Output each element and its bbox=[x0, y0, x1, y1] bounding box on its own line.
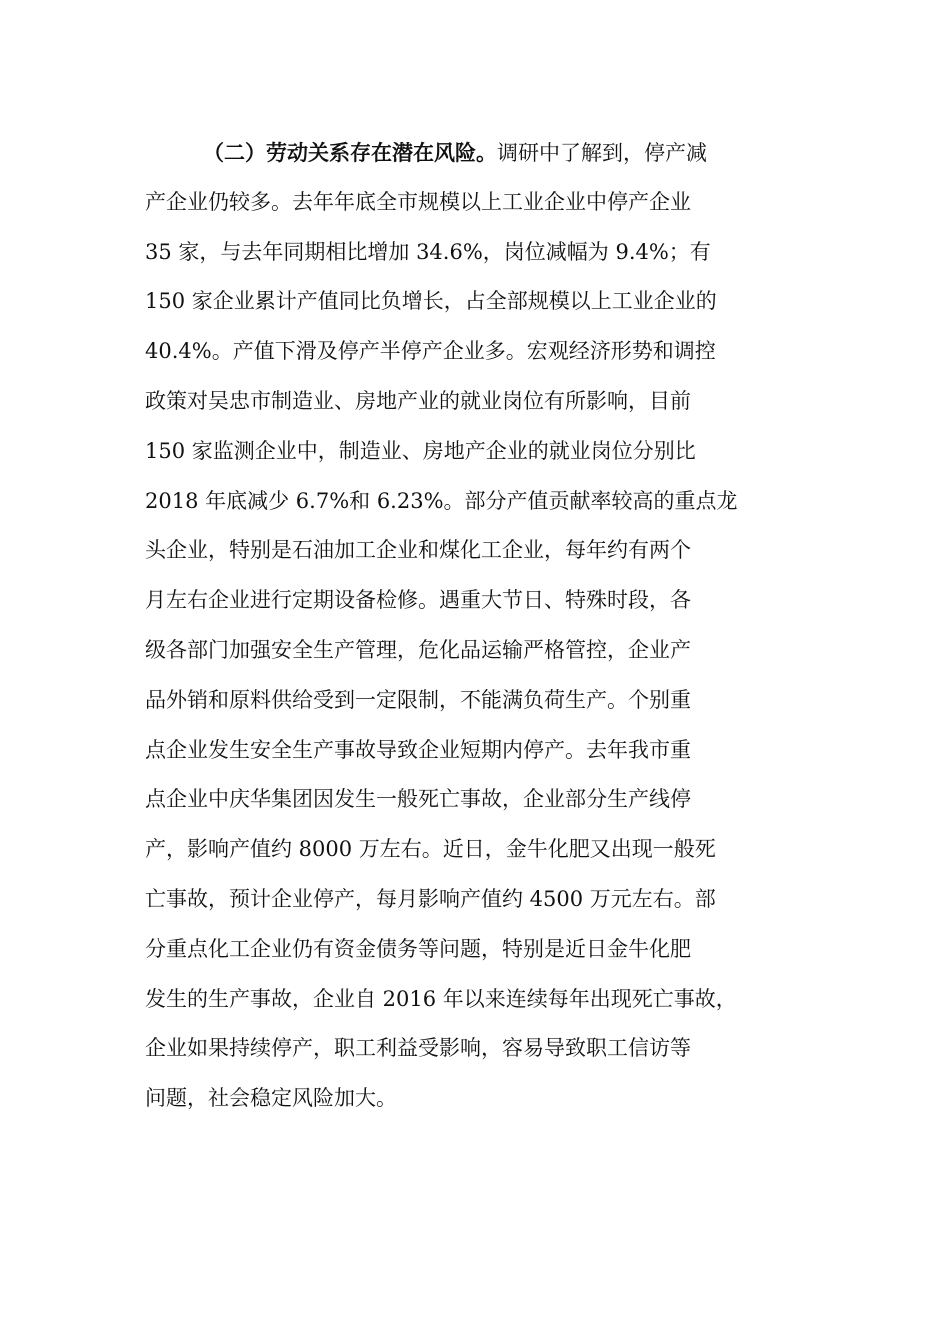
paragraph-line: 2018 年底减少 6.7%和 6.23%。部分产值贡献率较高的重点龙 bbox=[145, 488, 738, 513]
paragraph-line: 问题，社会稳定风险加大。 bbox=[145, 1086, 397, 1111]
paragraph-line-1 bbox=[145, 128, 825, 178]
paragraph-line: 点企业中庆华集团因发生一般死亡事故，企业部分生产线停 bbox=[145, 787, 691, 812]
paragraph-line: 35 家，与去年同期相比增加 34.6%，岗位减幅为 9.4%；有 bbox=[145, 239, 711, 264]
paragraph-line: 产，影响产值约 8000 万左右。近日，金牛化肥又出现一般死 bbox=[145, 837, 716, 862]
paragraph-text: 调研中了解到，停产减 bbox=[497, 141, 707, 165]
paragraph-line: 亡事故，预计企业停产，每月影响产值约 4500 万元左右。部 bbox=[145, 886, 716, 911]
section-heading: （二）劳动关系存在潜在风险。 bbox=[203, 140, 497, 165]
paragraph-line: 150 家企业累计产值同比负增长，占全部规模以上工业企业的 bbox=[145, 289, 717, 314]
paragraph-line: 企业如果持续停产，职工利益受影响，容易导致职工信访等 bbox=[145, 1036, 691, 1061]
document-body bbox=[145, 128, 825, 1124]
paragraph-line: 月左右企业进行定期设备检修。遇重大节日、特殊时段，各 bbox=[145, 588, 691, 613]
paragraph-line: 政策对吴忠市制造业、房地产业的就业岗位有所影响，目前 bbox=[145, 388, 691, 413]
paragraph-line: 头企业，特别是石油加工企业和煤化工企业，每年约有两个 bbox=[145, 538, 691, 563]
paragraph-line: 发生的生产事故，企业自 2016 年以来连续每年出现死亡事故， bbox=[145, 986, 737, 1011]
paragraph-line: 品外销和原料供给受到一定限制，不能满负荷生产。个别重 bbox=[145, 687, 691, 712]
paragraph-line: 150 家监测企业中，制造业、房地产企业的就业岗位分别比 bbox=[145, 438, 696, 463]
paragraph-line: 产企业仍较多。去年年底全市规模以上工业企业中停产企业 bbox=[145, 189, 691, 214]
paragraph-line: 分重点化工企业仍有资金债务等问题，特别是近日金牛化肥 bbox=[145, 936, 691, 961]
paragraph-line: 40.4%。产值下滑及停产半停产企业多。宏观经济形势和调控 bbox=[145, 339, 716, 364]
paragraph-line: 级各部门加强安全生产管理，危化品运输严格管控，企业产 bbox=[145, 637, 691, 662]
paragraph-line: 点企业发生安全生产事故导致企业短期内停产。去年我市重 bbox=[145, 737, 691, 762]
